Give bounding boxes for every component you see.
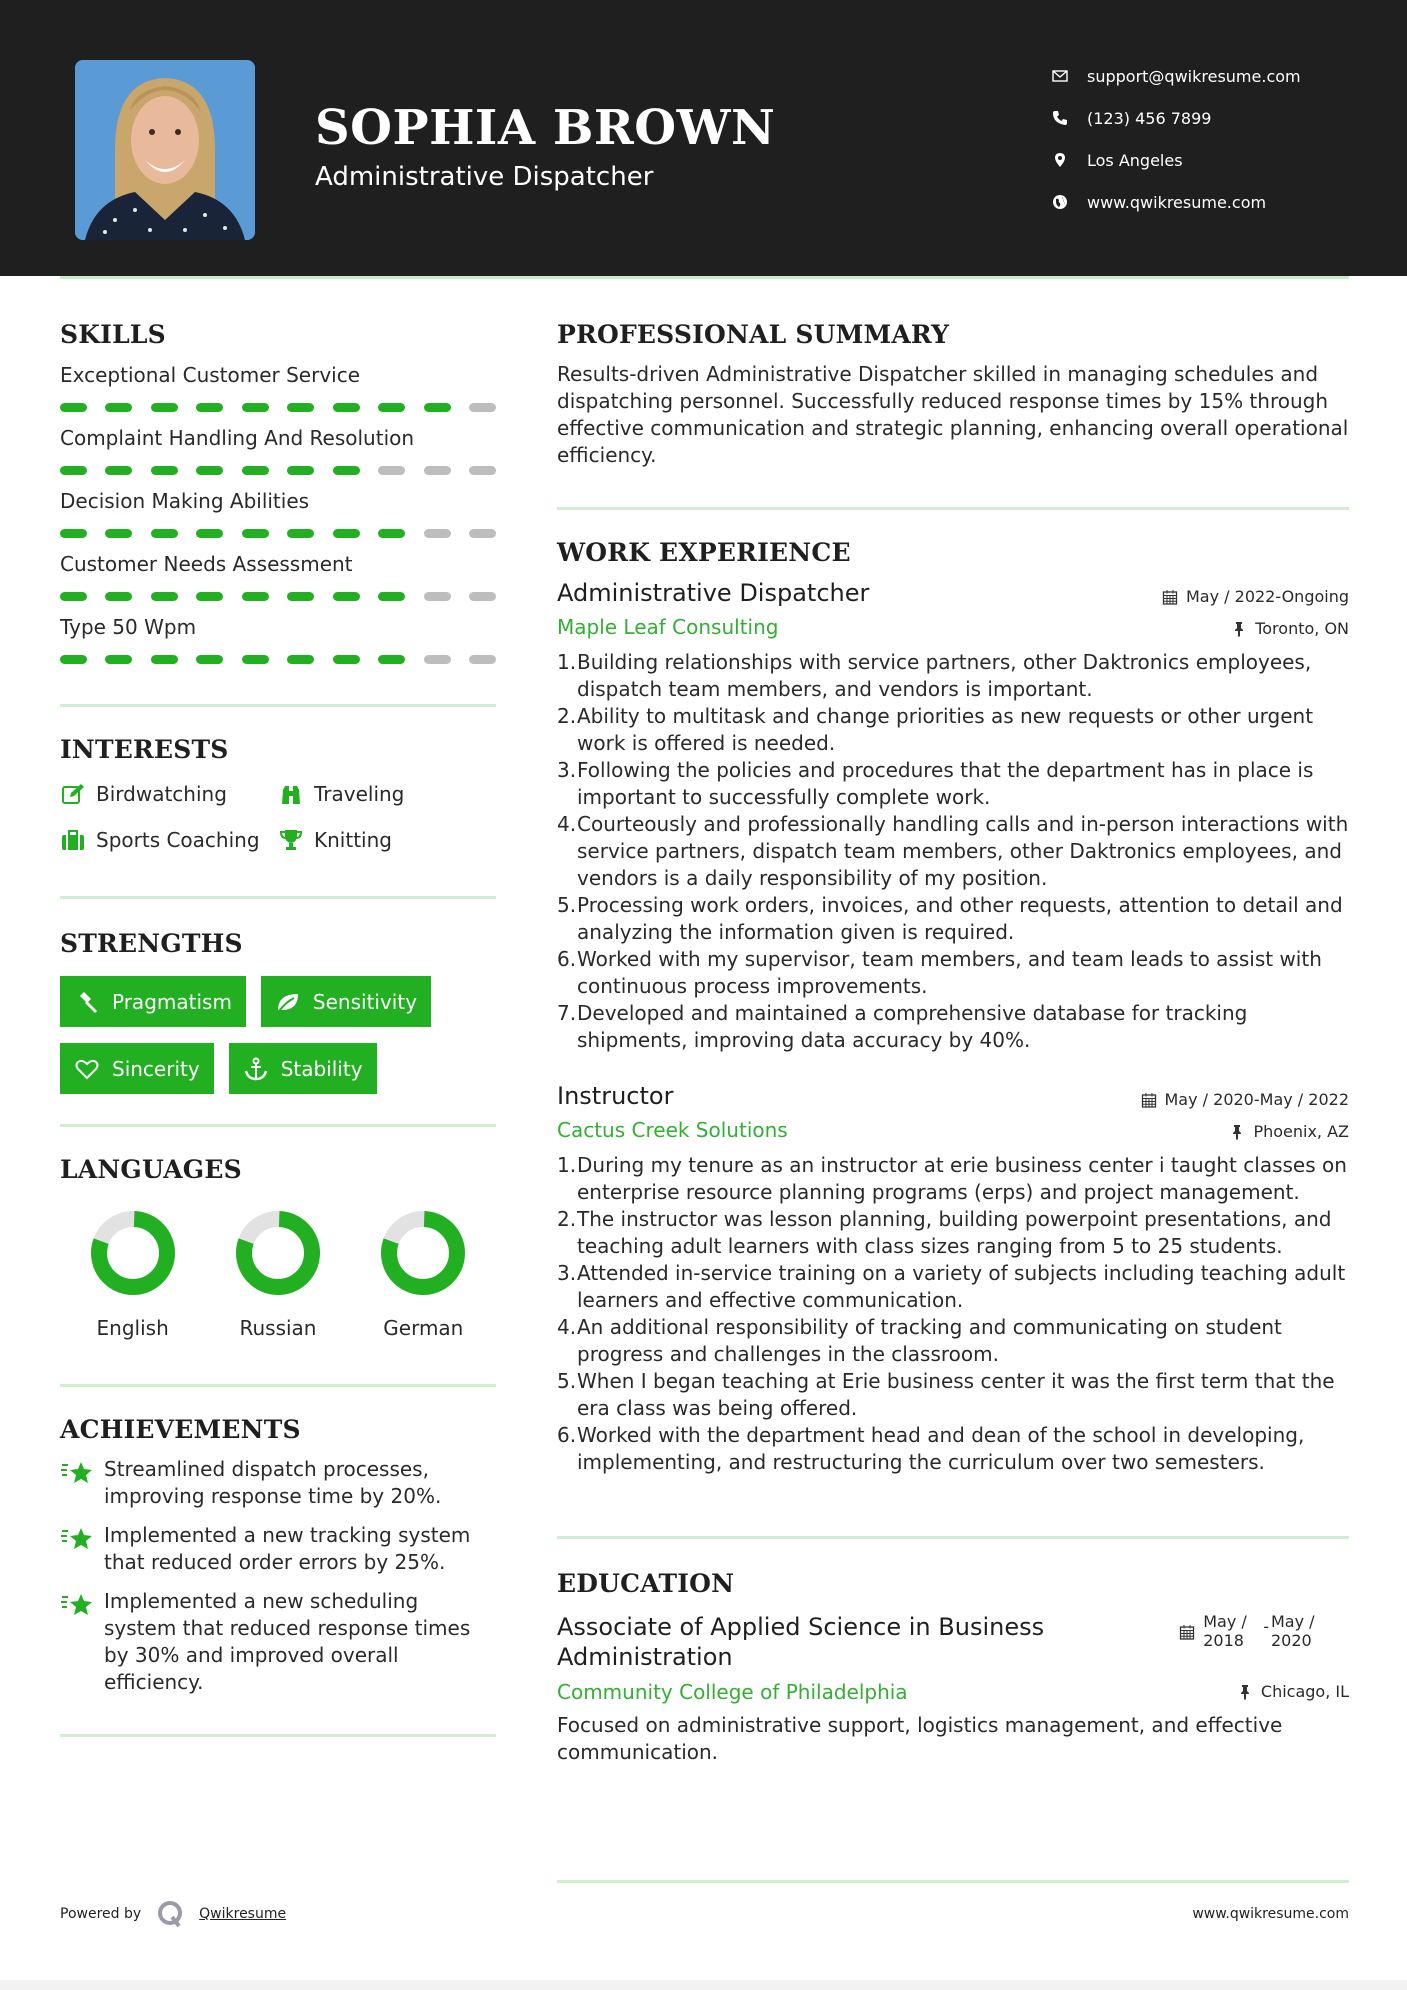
strength-badge — [229, 1043, 377, 1094]
language-name: Russian — [239, 1316, 317, 1340]
rating-dot-filled — [333, 529, 360, 538]
skills-list — [60, 363, 496, 664]
job-header — [557, 1082, 1349, 1110]
strengths-section — [60, 929, 496, 1094]
qwikresume-logo-icon — [157, 1900, 185, 1928]
rating-dot-filled — [287, 403, 314, 412]
contact-phone-text: (123) 456 7899 — [1087, 108, 1212, 128]
contact-list — [1050, 55, 1301, 223]
job-location — [1231, 619, 1349, 638]
job-bullet — [557, 1206, 1349, 1260]
rating-dot-empty — [469, 529, 496, 538]
rating-dot-filled — [378, 403, 405, 412]
education-dates — [1179, 1612, 1321, 1650]
education-end: May / 2020 — [1271, 1612, 1315, 1650]
left-column — [60, 320, 496, 1737]
language-donut-chart — [90, 1210, 176, 1296]
skill-name: Type 50 Wpm — [60, 615, 197, 639]
star-icon — [60, 1588, 104, 1696]
school-name: Community College of Philadelphia — [557, 1680, 908, 1704]
job-dates-text: May / 2022-Ongoing — [1186, 587, 1349, 606]
language-name: German — [383, 1316, 464, 1340]
rating-dot-filled — [196, 529, 223, 538]
footer-powered-by — [60, 1900, 286, 1928]
strength-label: Sincerity — [112, 1056, 200, 1081]
interests-heading: INTERESTS — [60, 735, 229, 764]
language-donut-chart — [235, 1210, 321, 1296]
footer-divider — [557, 1880, 1349, 1883]
skill-name: Complaint Handling And Resolution — [60, 426, 415, 450]
job-subheader — [557, 615, 1349, 639]
interest-item — [278, 778, 496, 810]
job-dates — [1141, 1090, 1350, 1109]
bullet-number: 6. — [557, 947, 577, 971]
summary-text: Results-driven Administrative Dispatcher skilled in managing schedules and dispatching personnel. Successfully reduced response times by 15% through effective communication and strategic planning, enhancing overall operational efficiency. — [557, 362, 1349, 467]
profile-photo — [75, 60, 255, 240]
calendar-icon — [1141, 1092, 1157, 1108]
bullet-text: Attended in-service training on a variety of subjects including teaching adult learners and effective communication. — [577, 1261, 1346, 1312]
education-heading: EDUCATION — [557, 1569, 735, 1598]
bullet-number: 1. — [557, 1153, 577, 1177]
achievement-text: Implemented a new tracking system that reduced order errors by 25%. — [104, 1523, 471, 1574]
rating-dot-filled — [287, 466, 314, 475]
job-title: Instructor — [557, 1082, 674, 1110]
bullet-number: 2. — [557, 704, 577, 728]
bullet-number: 4. — [557, 812, 577, 836]
bullet-number: 3. — [557, 758, 577, 782]
gavel-icon — [74, 989, 100, 1015]
job-location-text: Toronto, ON — [1255, 619, 1349, 638]
achievement-item — [60, 1588, 496, 1696]
job-bullet — [557, 757, 1349, 811]
section-divider — [557, 1536, 1349, 1539]
rating-dot-filled — [242, 529, 269, 538]
education-description: Focused on administrative support, logistics management, and effective communication. — [557, 1713, 1283, 1764]
interest-item — [278, 824, 496, 856]
bullet-text: Worked with my supervisor, team members, and team leads to assist with continuous process improvements. — [577, 947, 1322, 998]
languages-heading: LANGUAGES — [60, 1155, 242, 1184]
bullet-number: 4. — [557, 1315, 577, 1339]
job-bullet — [557, 811, 1349, 892]
rating-dot-filled — [333, 466, 360, 475]
interest-label: Knitting — [314, 828, 392, 852]
skill-name: Decision Making Abilities — [60, 489, 310, 513]
strength-label: Stability — [280, 1056, 363, 1081]
skill-name: Exceptional Customer Service — [60, 363, 361, 387]
rating-dot-filled — [105, 466, 132, 475]
achievements-heading: ACHIEVEMENTS — [60, 1415, 301, 1444]
binoculars-icon — [278, 781, 304, 807]
job-bullet — [557, 703, 1349, 757]
job-entry — [557, 579, 1349, 1054]
interest-label: Birdwatching — [96, 782, 227, 806]
edit-icon — [60, 781, 86, 807]
education-location-text: Chicago, IL — [1260, 1682, 1349, 1701]
rating-dot-filled — [333, 655, 360, 664]
bullet-text: When I began teaching at Erie business center it was the first term that the era class was being offered. — [577, 1369, 1335, 1420]
bullet-text: The instructor was lesson planning, building powerpoint presentations, and teaching adult learners with class sizes ranging from 5 to 25 students. — [577, 1207, 1332, 1258]
rating-dot-filled — [287, 529, 314, 538]
interest-label: Sports Coaching — [96, 828, 260, 852]
achievement-text: Streamlined dispatch processes, improving response time by 20%. — [104, 1457, 442, 1508]
candidate-name: SOPHIA BROWN — [315, 100, 776, 156]
rating-dot-filled — [151, 655, 178, 664]
rating-dot-filled — [378, 655, 405, 664]
rating-dot-filled — [424, 403, 451, 412]
rating-dot-empty — [424, 466, 451, 475]
rating-dot-filled — [333, 592, 360, 601]
achievements-list — [60, 1456, 496, 1696]
job-entry — [557, 1082, 1349, 1476]
strength-badge — [60, 976, 246, 1027]
rating-dot-filled — [151, 403, 178, 412]
education-location — [1237, 1682, 1349, 1701]
rating-dot-filled — [378, 592, 405, 601]
rating-dot-filled — [105, 592, 132, 601]
interest-item — [60, 824, 278, 856]
job-bullet — [557, 649, 1349, 703]
interests-section — [60, 735, 496, 856]
rating-dot-filled — [151, 466, 178, 475]
job-bullets — [557, 1152, 1349, 1476]
rating-dot-empty — [424, 655, 451, 664]
rating-dot-filled — [60, 592, 87, 601]
education-start: May / 2018 — [1203, 1612, 1247, 1650]
section-divider — [60, 704, 496, 707]
interests-list — [60, 778, 496, 856]
rating-dot-empty — [469, 403, 496, 412]
skill-item — [60, 363, 496, 412]
bullet-number: 7. — [557, 1001, 577, 1025]
rating-dot-filled — [242, 403, 269, 412]
bullet-number: 5. — [557, 1369, 577, 1393]
job-bullets — [557, 649, 1349, 1054]
experience-heading: WORK EXPERIENCE — [557, 538, 851, 567]
skill-rating — [60, 466, 496, 475]
section-divider — [60, 896, 496, 899]
skill-rating — [60, 529, 496, 538]
language-donut-chart — [380, 1210, 466, 1296]
contact-location — [1050, 139, 1301, 181]
rating-dot-filled — [60, 655, 87, 664]
language-item — [205, 1210, 350, 1340]
skills-section — [60, 320, 496, 664]
job-title: Administrative Dispatcher — [557, 579, 870, 607]
company-name: Maple Leaf Consulting — [557, 615, 779, 639]
powered-by-label: Powered by — [60, 1906, 142, 1922]
education-section — [557, 1569, 1349, 1766]
bullet-number: 1. — [557, 650, 577, 674]
rating-dot-filled — [242, 655, 269, 664]
achievement-item — [60, 1522, 496, 1576]
rating-dot-filled — [378, 529, 405, 538]
suitcase-icon — [60, 827, 86, 853]
rating-dot-filled — [242, 466, 269, 475]
languages-list — [60, 1210, 496, 1340]
job-dates-text: May / 2020-May / 2022 — [1164, 1090, 1349, 1109]
bullet-text: Worked with the department head and dean of the school in developing, implementing, and restructuring the curriculum over two semesters. — [577, 1423, 1305, 1474]
bullet-text: An additional responsibility of tracking and communicating on student progress and challenges in the classroom. — [577, 1315, 1282, 1366]
section-divider — [60, 1124, 496, 1127]
rating-dot-filled — [105, 403, 132, 412]
achievement-item — [60, 1456, 496, 1510]
rating-dot-filled — [60, 403, 87, 412]
job-bullet — [557, 946, 1349, 1000]
summary-section — [557, 320, 1349, 469]
strength-label: Pragmatism — [112, 989, 232, 1014]
contact-website-text: www.qwikresume.com — [1087, 192, 1267, 212]
interest-label: Traveling — [314, 782, 405, 806]
job-bullet — [557, 1368, 1349, 1422]
globe-icon — [1050, 192, 1070, 212]
bullet-number: 5. — [557, 893, 577, 917]
candidate-title: Administrative Dispatcher — [315, 162, 654, 192]
strengths-list — [60, 976, 496, 1094]
anchor-icon — [243, 1056, 269, 1082]
job-bullet — [557, 1422, 1349, 1476]
bullet-text: Ability to multitask and change priorities as new requests or other urgent work is offered is needed. — [577, 704, 1314, 755]
rating-dot-filled — [287, 655, 314, 664]
bullet-number: 3. — [557, 1261, 577, 1285]
job-header — [557, 579, 1349, 607]
header-divider — [60, 276, 1349, 279]
bullet-text: During my tenure as an instructor at erie business center i taught classes on enterprise resource planning programs (erps) and project management. — [577, 1153, 1347, 1204]
bullet-number: 6. — [557, 1423, 577, 1447]
bullet-number: 2. — [557, 1207, 577, 1231]
strengths-heading: STRENGTHS — [60, 929, 243, 958]
right-column — [557, 320, 1349, 1766]
education-header — [557, 1612, 1349, 1672]
rating-dot-empty — [469, 466, 496, 475]
rating-dot-filled — [151, 529, 178, 538]
strength-badge — [261, 976, 431, 1027]
job-bullet — [557, 1000, 1349, 1054]
portrait-image — [75, 60, 255, 240]
date-separator: - — [1263, 1617, 1269, 1636]
job-dates — [1162, 587, 1349, 606]
rating-dot-filled — [333, 403, 360, 412]
rating-dot-filled — [60, 466, 87, 475]
trophy-icon — [278, 827, 304, 853]
job-bullet — [557, 1314, 1349, 1368]
job-bullet — [557, 892, 1349, 946]
calendar-icon — [1179, 1624, 1195, 1640]
rating-dot-empty — [469, 592, 496, 601]
footer-website[interactable]: www.qwikresume.com — [1192, 1906, 1349, 1922]
rating-dot-filled — [105, 529, 132, 538]
rating-dot-filled — [196, 592, 223, 601]
skill-item — [60, 426, 496, 475]
language-item — [60, 1210, 205, 1340]
contact-location-text: Los Angeles — [1087, 150, 1183, 170]
pushpin-icon — [1231, 621, 1247, 637]
contact-phone[interactable] — [1050, 97, 1301, 139]
section-divider — [60, 1384, 496, 1387]
section-divider — [557, 507, 1349, 510]
map-marker-icon — [1050, 150, 1070, 170]
job-location-text: Phoenix, AZ — [1253, 1122, 1349, 1141]
experience-section — [557, 538, 1349, 1476]
skill-rating — [60, 655, 496, 664]
rating-dot-filled — [60, 529, 87, 538]
heart-icon — [74, 1056, 100, 1082]
skills-heading: SKILLS — [60, 320, 166, 349]
page-bottom-edge — [0, 1980, 1407, 1990]
contact-email[interactable] — [1050, 55, 1301, 97]
skill-rating — [60, 592, 496, 601]
job-subheader — [557, 1118, 1349, 1142]
rating-dot-filled — [105, 655, 132, 664]
job-bullet — [557, 1260, 1349, 1314]
achievements-section — [60, 1415, 496, 1696]
skill-item — [60, 615, 496, 664]
summary-heading: PROFESSIONAL SUMMARY — [557, 320, 950, 349]
rating-dot-filled — [196, 403, 223, 412]
language-item — [351, 1210, 496, 1340]
bullet-text: Developed and maintained a comprehensive database for tracking shipments, improving data accuracy by 40%. — [577, 1001, 1248, 1052]
calendar-icon — [1162, 589, 1178, 605]
rating-dot-filled — [287, 592, 314, 601]
interest-item — [60, 778, 278, 810]
language-name: English — [96, 1316, 169, 1340]
phone-icon — [1050, 108, 1070, 128]
star-icon — [60, 1456, 104, 1510]
rating-dot-filled — [151, 592, 178, 601]
section-divider — [60, 1734, 496, 1737]
rating-dot-empty — [469, 655, 496, 664]
leaf-icon — [275, 989, 301, 1015]
job-bullet — [557, 1152, 1349, 1206]
pushpin-icon — [1237, 1684, 1253, 1700]
rating-dot-filled — [242, 592, 269, 601]
pushpin-icon — [1229, 1124, 1245, 1140]
rating-dot-empty — [378, 466, 405, 475]
rating-dot-filled — [196, 466, 223, 475]
qwikresume-link[interactable]: Qwikresume — [199, 1906, 287, 1922]
envelope-icon — [1050, 66, 1070, 86]
skill-name: Customer Needs Assessment — [60, 552, 353, 576]
skill-item — [60, 552, 496, 601]
languages-section — [60, 1155, 496, 1340]
achievement-text: Implemented a new scheduling system that reduced response times by 30% and improved overall efficiency. — [104, 1589, 471, 1694]
rating-dot-empty — [424, 592, 451, 601]
star-icon — [60, 1522, 104, 1576]
job-location — [1229, 1122, 1349, 1141]
rating-dot-filled — [196, 655, 223, 664]
contact-email-text: support@qwikresume.com — [1087, 66, 1301, 86]
resume-header — [0, 0, 1407, 276]
bullet-text: Processing work orders, invoices, and other requests, attention to detail and analyzing the information given is required. — [577, 893, 1343, 944]
degree-title: Associate of Applied Science in Business Administration — [557, 1613, 1045, 1671]
strength-badge — [60, 1043, 214, 1094]
rating-dot-empty — [424, 529, 451, 538]
strength-label: Sensitivity — [312, 989, 418, 1014]
bullet-text: Courteously and professionally handling calls and in-person interactions with service partners, dispatch team members, other Daktronics employees, and vendors is a daily responsibility of my position. — [577, 812, 1349, 890]
bullet-text: Following the policies and procedures that the department has in place is important to successfully complete work. — [577, 758, 1314, 809]
skill-rating — [60, 403, 496, 412]
bullet-text: Building relationships with service partners, other Daktronics employees, dispatch team members, and vendors is important. — [577, 650, 1312, 701]
skill-item — [60, 489, 496, 538]
contact-website[interactable] — [1050, 181, 1301, 223]
company-name: Cactus Creek Solutions — [557, 1118, 788, 1142]
education-subheader — [557, 1680, 1349, 1704]
